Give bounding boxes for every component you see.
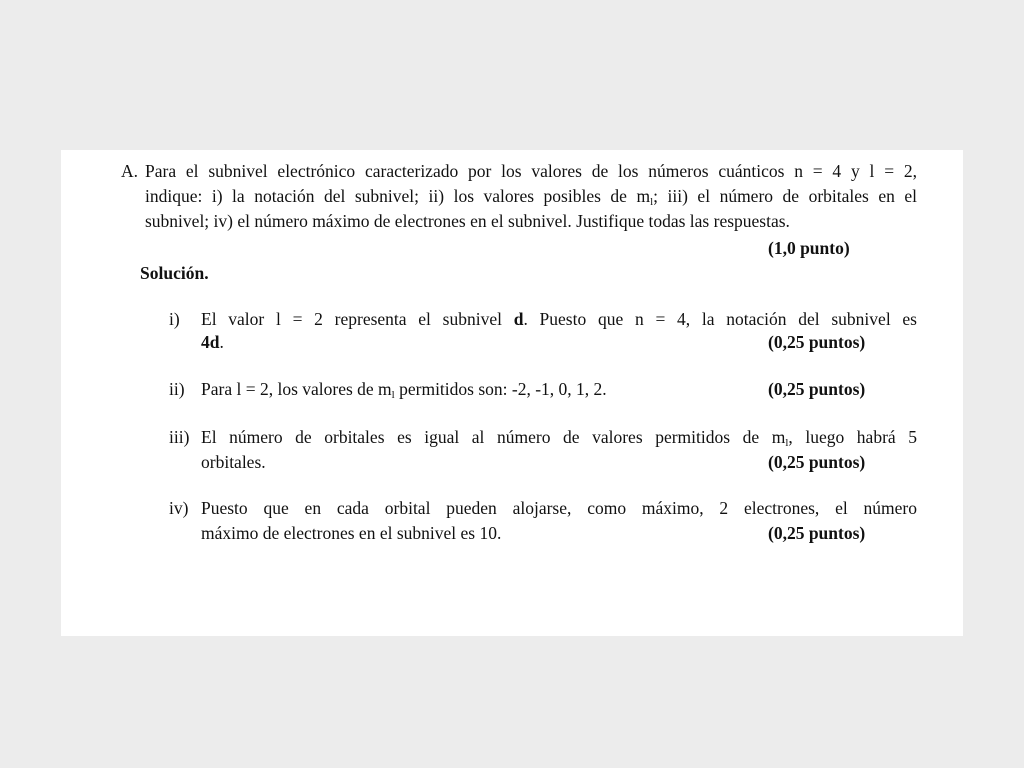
solution-title: Solución. bbox=[140, 263, 209, 283]
item-iii-points: (0,25 puntos) bbox=[768, 452, 866, 472]
item-i-points: (0,25 puntos) bbox=[768, 332, 866, 352]
item-iv-line-1: Puesto que en cada orbital pueden alojarse, como máximo, 2 electrones, el número bbox=[201, 498, 917, 518]
item-i-label: i) bbox=[169, 309, 180, 329]
item-iv-label: iv) bbox=[169, 498, 189, 518]
item-iii-label: iii) bbox=[169, 427, 190, 447]
question-points: (1,0 punto) bbox=[768, 238, 850, 258]
item-ii-text: Para l = 2, los valores de $m_l$ permitidos son: -2, -1, 0, 1, 2. bbox=[201, 379, 607, 401]
item-ii-points: (0,25 puntos) bbox=[768, 379, 866, 399]
item-iv-line-2: máximo de electrones en el subnivel es 10. bbox=[201, 523, 502, 543]
item-iii-line-1: El número de orbitales es igual al número de valores permitidos de $m_l$, luego habrá 5 bbox=[201, 427, 917, 449]
item-i-line-1: El valor l = 2 representa el subnivel d. Puesto que n = 4, la notación del subnivel es bbox=[201, 309, 917, 329]
question-line-1: Para el subnivel electrónico caracterizado por los valores de los números cuánticos n = 4 y l = 2, bbox=[145, 161, 917, 181]
item-iv-points: (0,25 puntos) bbox=[768, 523, 866, 543]
question-label: A. bbox=[121, 161, 139, 181]
item-ii-label: ii) bbox=[169, 379, 185, 399]
question-line-2: indique: i) la notación del subnivel; ii) los valores posibles de $m_l$; iii) el número de orbitales en el bbox=[145, 186, 917, 208]
question-line-3: subnivel; iv) el número máximo de electrones en el subnivel. Justifique todas las respuestas. bbox=[145, 211, 790, 231]
item-i-line-2: 4d. bbox=[201, 332, 224, 352]
item-iii-line-2: orbitales. bbox=[201, 452, 266, 472]
